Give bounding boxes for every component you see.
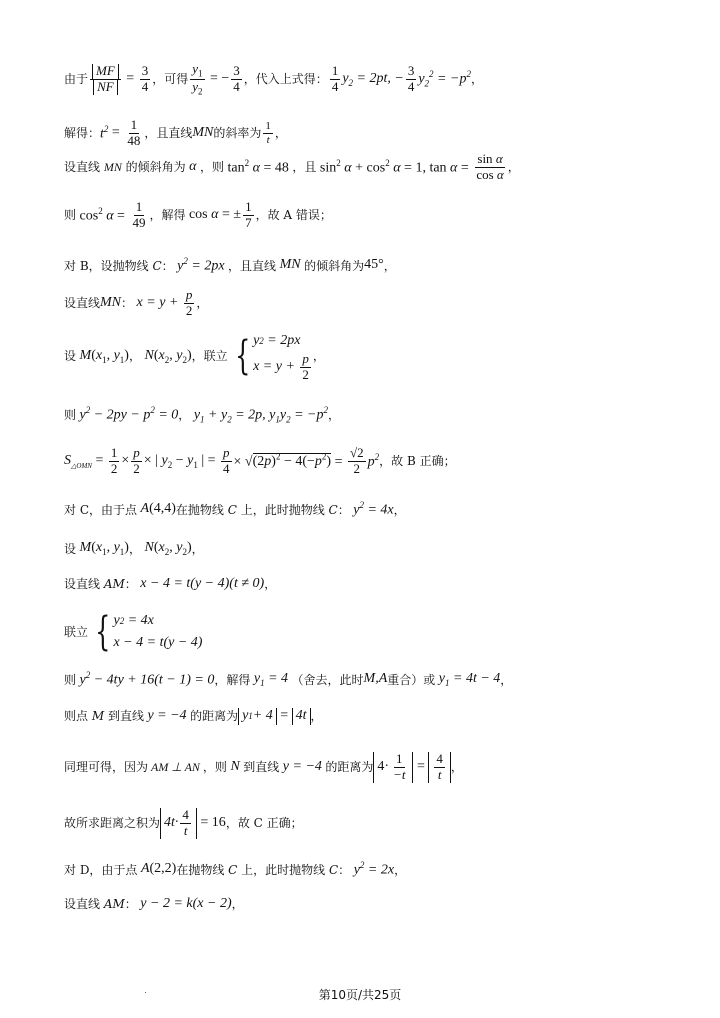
line-14: 则 $y^2 - 4ty + 16(t - 1) = 0$ ，解得 $y_1 = 4$ （舍去，此时 M,A 重合）或 $y_1 = 4t - 4$ ， (64, 670, 513, 688)
line-8: 则 $y^2 - 2py - p^2 = 0$ ， $y_1 + y_2 = 2p$, $y_1y_2 = -p^2$ ， (64, 405, 341, 425)
line-13: 联立 { y 2 = 4x x − 4 = t(y − 4) (64, 609, 203, 655)
line-1: 由于 $\frac{MF}{NF}$ = $\frac{3}{4}$ ，可得 $\frac{y_1}{y_2}$ = − $\frac{3}{4}$ ，代入上式得： $\frac{1}{4}$ $y_2 = 2pt$, − $\frac{3}{4}$ $y_2^2 = -p^2$ ， (64, 61, 483, 97)
line-18: 对 D，由于点 A (2,2) 在抛物线 C 上，此时抛物线 C： $y^2 = 2x$ ， (64, 860, 407, 878)
line-19: 设直线 AM： y − 2 = k(x − 2) ， (64, 896, 244, 912)
line-12: 设直线 AM： x − 4 = t(y − 4)(t ≠ 0) ， (64, 576, 277, 592)
line-5: 对 B，设抛物线 C： $y^2 = 2px$ ，且直线 MN 的倾斜角为 45° ， (64, 256, 396, 274)
line-10: 对 C，由于点 A (4,4) 在抛物线 C 上，此时抛物线 C： $y^2 = 4x$ ， (64, 500, 406, 518)
line-9: $S_{\triangle OMN}$ = $\frac{1}{2}$ × $\frac{p}{2}$ × | $y_2 - y_1$ | = $\frac{p}{4}$ × $√(2p)^2 - 4(-p^2)$ = $\frac{√2}{2}$ $p^2$ ，故 B 正确； (64, 445, 456, 476)
line-15: 则点 M 到直线 y = −4 的距离为 y 1 + 4 = 4t ， (64, 708, 323, 724)
line-2: 解得： $t^2$ = $\frac{1}{48}$ ，且直线 MN 的斜率为 $\frac{1}{t}$ ， (64, 117, 287, 148)
page-number: 第10页/共25页 (318, 988, 402, 1002)
line-4: 则 $\cos^2 \alpha$ = $\frac{1}{49}$ ，解得 cos α = ± $\frac{1}{7}$ ，故 A 错误； (64, 199, 332, 230)
line-17: 故所求距离之积为 4t· $\frac{4}{t}$ = 16 ，故 C 正确； (64, 807, 303, 838)
line-6: 设直线 MN ： x = y + $\frac{p}{2}$ ， (64, 287, 209, 318)
line-11: 设 M ($x_1$, $y_1$) ， N ($x_2$, $y_2$) ， (64, 540, 204, 557)
line-3: 设直线 MN 的倾斜角为 α ，则 $\tan^2 \alpha = 48$ ，且 $\sin^2 \alpha + \cos^2 \alpha = 1$, tan α = $\frac{\text{sin α}}{\text{cos α}}$ ， (64, 151, 520, 182)
line-7: 设 M ($x_1$, $y_1$) ， N ($x_2$, $y_2$) ，联立 { y 2 = 2px x = y + $\frac{p}{2}$ ， (64, 333, 325, 382)
line-16: 同理可得，因为 AM ⊥ AN ，则 N 到直线 y = −4 的距离为 4· $\frac{1}{-t}$ = $\frac{4}{t}$ ， (64, 751, 463, 782)
